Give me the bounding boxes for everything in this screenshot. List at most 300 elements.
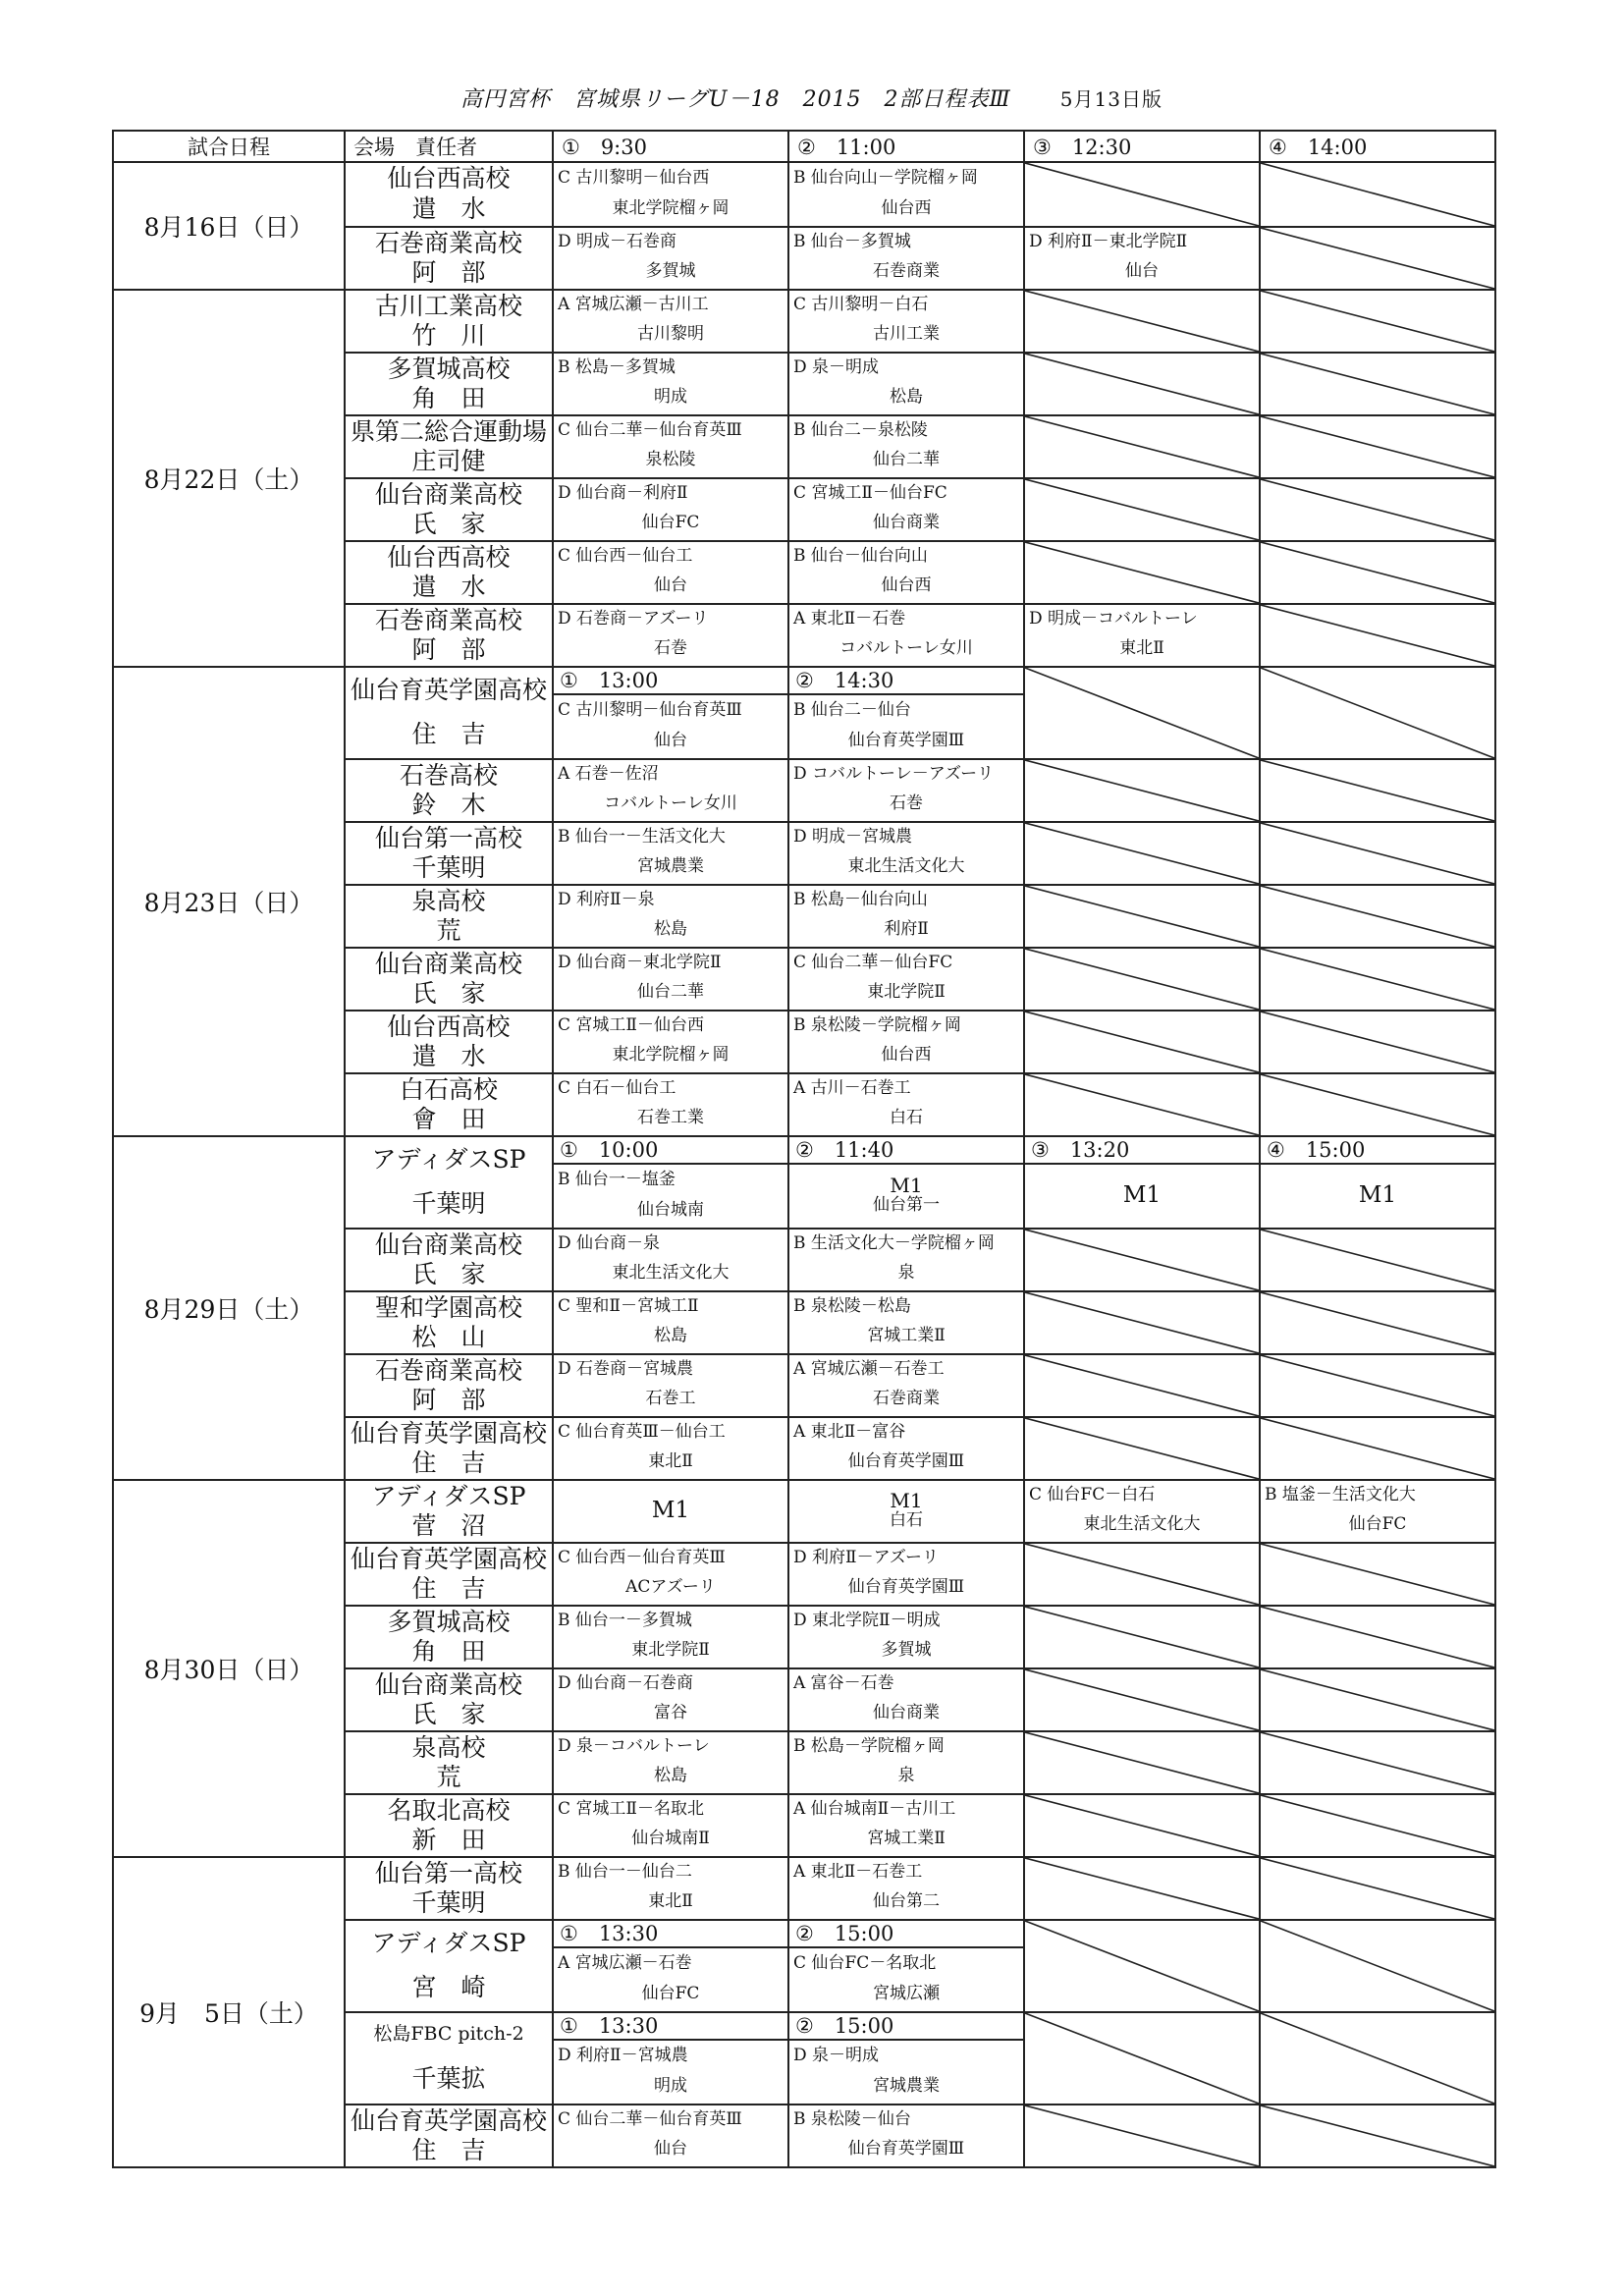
venue-name: 仙台育英学園高校 bbox=[350, 676, 547, 704]
slot-2-cell bbox=[788, 1543, 1024, 1606]
match-body bbox=[789, 1948, 1023, 2009]
slot-4-cell bbox=[1260, 1543, 1495, 1606]
host-team: 泉 bbox=[897, 1766, 915, 1786]
slot-3-cell bbox=[1024, 353, 1260, 415]
venue-name: 仙台西高校 bbox=[387, 164, 511, 192]
match-cell bbox=[554, 291, 787, 350]
match-cell bbox=[789, 1011, 1023, 1070]
venue-cell bbox=[345, 1668, 553, 1731]
venue-block bbox=[346, 1074, 552, 1133]
m1-block bbox=[789, 1165, 1023, 1226]
empty-slot-diagonal bbox=[1025, 2105, 1259, 2166]
empty-slot-diagonal bbox=[1025, 2013, 1259, 2104]
slot-1-cell bbox=[553, 1920, 788, 2012]
host-team: 石巻商業 bbox=[873, 261, 940, 282]
venue-block bbox=[346, 1921, 552, 2009]
venue-name: 聖和学園高校 bbox=[374, 1292, 522, 1322]
match-body bbox=[789, 354, 1023, 412]
kickoff-time: ③ 13:20 bbox=[1025, 1137, 1259, 1165]
match-cell bbox=[789, 291, 1023, 350]
venue-cell bbox=[345, 353, 553, 415]
match-pairing: B 仙台－仙台向山 bbox=[793, 546, 928, 567]
referee-name: 荒 bbox=[436, 915, 483, 945]
m1-block bbox=[789, 1481, 1023, 1540]
venue-cell bbox=[345, 415, 553, 478]
referee-name: 松 山 bbox=[411, 1322, 486, 1351]
slot-4-cell bbox=[1260, 1354, 1495, 1417]
empty-slot-diagonal bbox=[1261, 542, 1494, 603]
match-body bbox=[789, 2041, 1023, 2102]
slot-3-cell bbox=[1024, 227, 1260, 290]
match-body bbox=[554, 1669, 787, 1728]
match-cell bbox=[1025, 605, 1259, 664]
match-pairing: D 仙台商－東北学院Ⅱ bbox=[558, 953, 722, 973]
slot-2-cell bbox=[788, 1668, 1024, 1731]
match-cell bbox=[789, 479, 1023, 538]
match-pairing: A 東北Ⅱ－富谷 bbox=[793, 1422, 906, 1443]
match-cell bbox=[554, 542, 787, 601]
m1-block bbox=[554, 1481, 787, 1540]
venue-block bbox=[346, 823, 552, 882]
empty-slot-diagonal bbox=[1261, 1011, 1494, 1072]
host-team: 松島 bbox=[654, 1326, 687, 1346]
match-body bbox=[554, 1355, 787, 1414]
empty-slot-diagonal bbox=[1261, 1230, 1494, 1290]
match-pairing: D 利府Ⅱ－宮城農 bbox=[558, 2045, 688, 2065]
host-team: 多賀城 bbox=[881, 1640, 932, 1661]
slot-1-cell bbox=[553, 1668, 788, 1731]
empty-slot-diagonal bbox=[1025, 1669, 1259, 1730]
slot-3-cell bbox=[1024, 885, 1260, 948]
slot-4-cell bbox=[1260, 1011, 1495, 1073]
match-pairing: D 石巻商－アズーリ bbox=[558, 609, 709, 629]
empty-slot-diagonal bbox=[1261, 1669, 1494, 1730]
venue-name: 仙台商業高校 bbox=[374, 1669, 522, 1699]
match-pairing: D 泉－明成 bbox=[793, 357, 880, 378]
venue-block bbox=[346, 163, 552, 224]
venue-cell bbox=[345, 1136, 553, 1229]
empty-slot-diagonal bbox=[1025, 1418, 1259, 1479]
host-team: 石巻 bbox=[890, 793, 923, 814]
kickoff-time: ② 14:30 bbox=[789, 668, 1023, 695]
venue-block bbox=[346, 1481, 552, 1540]
match-cell bbox=[554, 1669, 787, 1728]
empty-slot-diagonal bbox=[1025, 823, 1259, 884]
referee-name: 千葉明 bbox=[411, 1189, 486, 1218]
match-body bbox=[1025, 228, 1259, 287]
venue-block bbox=[346, 2013, 552, 2102]
match-pairing: A 東北Ⅱ－石巻工 bbox=[793, 1862, 923, 1883]
match-pairing: B 仙台向山－学院榴ヶ岡 bbox=[793, 167, 978, 188]
schedule-row bbox=[113, 1857, 1495, 1920]
match-cell bbox=[554, 228, 787, 287]
venue-block bbox=[346, 479, 552, 538]
empty-slot-diagonal bbox=[1261, 605, 1494, 666]
empty-slot-diagonal bbox=[1025, 542, 1259, 603]
match-pairing: C 聖和Ⅱ－宮城工Ⅱ bbox=[558, 1296, 699, 1317]
slot-4-cell bbox=[1260, 885, 1495, 948]
referee-name: 阿 部 bbox=[411, 1385, 486, 1414]
match-cell bbox=[789, 1858, 1023, 1917]
slot-4-cell bbox=[1260, 1073, 1495, 1136]
match-cell bbox=[554, 1292, 787, 1351]
referee-name: 鈴 木 bbox=[411, 790, 486, 819]
match-body bbox=[789, 886, 1023, 945]
match-cell bbox=[1025, 1137, 1259, 1226]
host-team: 明成 bbox=[654, 387, 687, 408]
empty-slot-diagonal bbox=[1025, 1732, 1259, 1793]
slot-1-cell bbox=[553, 1354, 788, 1417]
match-body bbox=[789, 1418, 1023, 1477]
slot-1-cell bbox=[553, 1073, 788, 1136]
referee-name: 新 田 bbox=[411, 1825, 486, 1854]
match-pairing: B 泉松陵－学院榴ヶ岡 bbox=[793, 1015, 961, 1036]
slot-2-cell bbox=[788, 1417, 1024, 1480]
header-row bbox=[113, 131, 1495, 162]
header-slot-2: ② 11:00 bbox=[788, 131, 1024, 162]
match-body bbox=[554, 1544, 787, 1603]
match-pairing: C 仙台FC－白石 bbox=[1029, 1485, 1156, 1505]
venue-block bbox=[346, 1544, 552, 1603]
match-pairing: C 仙台二華－仙台育英Ⅲ bbox=[558, 420, 742, 441]
referee-name: 荒 bbox=[436, 1762, 483, 1791]
host-team: 仙台育英学園Ⅲ bbox=[847, 1451, 965, 1472]
venue-cell bbox=[345, 1073, 553, 1136]
empty-slot-diagonal bbox=[1261, 2105, 1494, 2166]
host-team: 松島 bbox=[654, 919, 687, 940]
slot-3-cell bbox=[1024, 162, 1260, 227]
slot-1-cell bbox=[553, 759, 788, 822]
slot-3-cell bbox=[1024, 1011, 1260, 1073]
page-title bbox=[0, 82, 1623, 113]
match-pairing: B 松島－多賀城 bbox=[558, 357, 676, 378]
empty-slot-diagonal bbox=[1025, 1858, 1259, 1919]
slot-4-cell bbox=[1260, 1668, 1495, 1731]
venue-name: 仙台西高校 bbox=[387, 542, 511, 572]
slot-4-cell bbox=[1260, 948, 1495, 1011]
match-pairing: D 明成－宮城農 bbox=[793, 827, 913, 847]
slot-2-cell bbox=[788, 1920, 1024, 2012]
referee-name: 千葉拡 bbox=[411, 2063, 486, 2093]
venue-name: 仙台育英学園高校 bbox=[350, 1418, 547, 1448]
venue-name: 石巻商業高校 bbox=[374, 228, 522, 257]
empty-slot-diagonal bbox=[1025, 1795, 1259, 1856]
empty-slot-diagonal bbox=[1261, 228, 1494, 289]
venue-cell bbox=[345, 1920, 553, 2012]
host-team: 仙台二華 bbox=[637, 982, 704, 1003]
slot-4-cell bbox=[1260, 1857, 1495, 1920]
match-pairing: B 仙台二－仙台 bbox=[793, 699, 911, 720]
match-cell bbox=[789, 1481, 1023, 1540]
match-pairing: C 宮城工Ⅱ－仙台FC bbox=[793, 483, 947, 504]
match-cell bbox=[789, 760, 1023, 819]
empty-slot-diagonal bbox=[1025, 760, 1259, 821]
referee-name: 宮 崎 bbox=[411, 1973, 486, 2001]
venue-name: アディダスSP bbox=[371, 1145, 526, 1174]
host-team: 仙台二華 bbox=[873, 450, 940, 470]
match-cell bbox=[789, 354, 1023, 412]
match-body bbox=[1025, 1481, 1259, 1540]
slot-2-cell bbox=[788, 290, 1024, 353]
match-body bbox=[554, 479, 787, 538]
m1-block bbox=[1025, 1165, 1259, 1226]
match-cell bbox=[1261, 1481, 1494, 1540]
host-team: コバルトーレ女川 bbox=[604, 793, 737, 814]
empty-slot-diagonal bbox=[1261, 1607, 1494, 1667]
match-pairing: B 泉松陵－松島 bbox=[793, 1296, 911, 1317]
slot-3-cell bbox=[1024, 1731, 1260, 1794]
slot-1-cell bbox=[553, 162, 788, 227]
empty-slot-diagonal bbox=[1025, 163, 1259, 226]
slot-2-cell bbox=[788, 1291, 1024, 1354]
host-team: 泉松陵 bbox=[645, 450, 696, 470]
slot-4-cell bbox=[1260, 1606, 1495, 1668]
match-pairing: D 泉－明成 bbox=[793, 2045, 880, 2065]
referee-name: 氏 家 bbox=[411, 978, 486, 1008]
slot-3-cell bbox=[1024, 1606, 1260, 1668]
empty-slot-diagonal bbox=[1261, 1292, 1494, 1353]
referee-name: 住 吉 bbox=[411, 2135, 486, 2164]
match-body bbox=[789, 949, 1023, 1008]
venue-block bbox=[346, 1732, 552, 1791]
venue-cell bbox=[345, 162, 553, 227]
host-team: 松島 bbox=[890, 387, 923, 408]
slot-2-cell bbox=[788, 2012, 1024, 2105]
venue-block bbox=[346, 1292, 552, 1351]
match-body bbox=[789, 760, 1023, 819]
slot-3-cell bbox=[1024, 2012, 1260, 2105]
match-cell bbox=[789, 542, 1023, 601]
slot-1-cell bbox=[553, 1417, 788, 1480]
match-body bbox=[789, 1544, 1023, 1603]
host-team: 仙台FC bbox=[1348, 1514, 1407, 1535]
match-pairing: A 富谷－石巻 bbox=[793, 1673, 894, 1694]
match-body bbox=[554, 1948, 787, 2009]
slot-1-cell bbox=[553, 604, 788, 667]
slot-3-cell bbox=[1024, 759, 1260, 822]
slot-3-cell bbox=[1024, 1136, 1260, 1229]
empty-slot-diagonal bbox=[1261, 1418, 1494, 1479]
match-body bbox=[789, 1355, 1023, 1414]
slot-3-cell bbox=[1024, 1668, 1260, 1731]
slot-3-cell bbox=[1024, 415, 1260, 478]
host-team: 宮城広瀬 bbox=[873, 1983, 940, 2003]
match-cell bbox=[789, 163, 1023, 224]
host-team: ACアズーリ bbox=[625, 1577, 716, 1598]
empty-slot-diagonal bbox=[1025, 479, 1259, 540]
match-body bbox=[554, 1732, 787, 1791]
empty-slot-diagonal bbox=[1261, 354, 1494, 414]
slot-4-cell bbox=[1260, 415, 1495, 478]
empty-slot-diagonal bbox=[1261, 1795, 1494, 1856]
host-team: 仙台育英学園Ⅲ bbox=[847, 1577, 965, 1598]
venue-cell bbox=[345, 478, 553, 541]
slot-3-cell bbox=[1024, 1291, 1260, 1354]
venue-block bbox=[346, 542, 552, 601]
match-body bbox=[554, 163, 787, 224]
match-body bbox=[554, 1607, 787, 1666]
slot-1-cell bbox=[553, 948, 788, 1011]
host-team: 東北生活文化大 bbox=[847, 856, 965, 877]
empty-slot-diagonal bbox=[1261, 163, 1494, 226]
match-cell bbox=[789, 1292, 1023, 1351]
slot-4-cell bbox=[1260, 290, 1495, 353]
slot-4-cell bbox=[1260, 759, 1495, 822]
slot-1-cell bbox=[553, 353, 788, 415]
match-cell bbox=[789, 228, 1023, 287]
match-body bbox=[1261, 1481, 1494, 1540]
host-team: 東北学院榴ヶ岡 bbox=[612, 197, 730, 218]
venue-name: 名取北高校 bbox=[387, 1795, 511, 1825]
empty-slot-diagonal bbox=[1261, 1355, 1494, 1416]
match-pairing: C 宮城工Ⅱ－名取北 bbox=[558, 1799, 704, 1820]
venue-name: 松島FBC pitch-2 bbox=[373, 2022, 524, 2045]
empty-slot-diagonal bbox=[1025, 668, 1259, 758]
match-body bbox=[554, 1011, 787, 1070]
venue-name: 石巻商業高校 bbox=[374, 1355, 522, 1385]
slot-4-cell bbox=[1260, 1794, 1495, 1857]
slot-1-cell bbox=[553, 2012, 788, 2105]
m1-label: M1 bbox=[651, 1498, 690, 1523]
venue-cell bbox=[345, 667, 553, 759]
host-team: 東北学院Ⅱ bbox=[867, 982, 946, 1003]
match-body bbox=[554, 2105, 787, 2164]
slot-1-cell bbox=[553, 1731, 788, 1794]
empty-slot-diagonal bbox=[1025, 1544, 1259, 1605]
venue-cell bbox=[345, 2012, 553, 2105]
venue-block bbox=[346, 1607, 552, 1666]
match-body bbox=[789, 1607, 1023, 1666]
slot-2-cell bbox=[788, 541, 1024, 604]
slot-2-cell bbox=[788, 353, 1024, 415]
match-pairing: D 利府Ⅱ－東北学院Ⅱ bbox=[1029, 232, 1188, 252]
slot-4-cell bbox=[1260, 541, 1495, 604]
match-body bbox=[554, 416, 787, 475]
host-team: 仙台育英学園Ⅲ bbox=[847, 730, 965, 750]
match-body bbox=[789, 2105, 1023, 2164]
match-body bbox=[554, 542, 787, 601]
slot-4-cell bbox=[1260, 1731, 1495, 1794]
match-pairing: C 宮城工Ⅱ－仙台西 bbox=[558, 1015, 704, 1036]
match-pairing: A 古川－石巻工 bbox=[793, 1078, 911, 1099]
referee-name: 竹 川 bbox=[411, 320, 486, 350]
slot-4-cell bbox=[1260, 2105, 1495, 2167]
slot-3-cell bbox=[1024, 2105, 1260, 2167]
referee-name: 庄司健 bbox=[411, 446, 486, 475]
slot-3-cell bbox=[1024, 1920, 1260, 2012]
slot-3-cell bbox=[1024, 822, 1260, 885]
slot-1-cell bbox=[553, 1543, 788, 1606]
match-cell bbox=[789, 1355, 1023, 1414]
match-cell bbox=[554, 1607, 787, 1666]
slot-1-cell bbox=[553, 541, 788, 604]
slot-1-cell bbox=[553, 822, 788, 885]
match-cell bbox=[789, 1921, 1023, 2009]
empty-slot-diagonal bbox=[1261, 760, 1494, 821]
match-body bbox=[789, 1795, 1023, 1854]
venue-cell bbox=[345, 2105, 553, 2167]
slot-4-cell bbox=[1260, 1229, 1495, 1291]
kickoff-time: ① 13:30 bbox=[554, 2013, 787, 2041]
venue-block bbox=[346, 605, 552, 664]
host-team: 東北Ⅱ bbox=[648, 1451, 693, 1472]
match-pairing: B 塩釜－生活文化大 bbox=[1265, 1485, 1416, 1505]
venue-name: 石巻商業高校 bbox=[374, 605, 522, 634]
host-team: 仙台商業 bbox=[873, 513, 940, 533]
match-pairing: D 仙台商－石巻商 bbox=[558, 1673, 694, 1694]
venue-block bbox=[346, 760, 552, 819]
match-cell bbox=[789, 2105, 1023, 2164]
match-cell bbox=[789, 886, 1023, 945]
venue-name: 仙台商業高校 bbox=[374, 1230, 522, 1259]
match-cell bbox=[789, 1230, 1023, 1288]
match-cell bbox=[554, 1355, 787, 1414]
slot-1-cell bbox=[553, 478, 788, 541]
match-body bbox=[554, 605, 787, 664]
slot-1-cell bbox=[553, 1794, 788, 1857]
venue-cell bbox=[345, 948, 553, 1011]
match-cell bbox=[789, 1544, 1023, 1603]
match-body bbox=[554, 1230, 787, 1288]
match-cell bbox=[789, 1732, 1023, 1791]
slot-1-cell bbox=[553, 1011, 788, 1073]
venue-cell bbox=[345, 1291, 553, 1354]
header-slot-4: ④ 14:00 bbox=[1260, 131, 1495, 162]
schedule-row bbox=[113, 162, 1495, 227]
slot-3-cell bbox=[1024, 1543, 1260, 1606]
host-team: 白石 bbox=[890, 1510, 923, 1531]
slot-2-cell bbox=[788, 1073, 1024, 1136]
match-body bbox=[554, 1418, 787, 1477]
venue-block bbox=[346, 1230, 552, 1288]
match-pairing: C 仙台二華－仙台FC bbox=[793, 953, 953, 973]
host-team: 宮城農業 bbox=[637, 856, 704, 877]
match-cell bbox=[554, 1137, 787, 1226]
venue-cell bbox=[345, 1606, 553, 1668]
m1-label: M1 bbox=[890, 1489, 923, 1513]
kickoff-time: ② 11:40 bbox=[789, 1137, 1023, 1165]
slot-2-cell bbox=[788, 162, 1024, 227]
match-pairing: B 仙台一－生活文化大 bbox=[558, 827, 726, 847]
host-team: 多賀城 bbox=[645, 261, 696, 282]
host-team: 仙台 bbox=[654, 2139, 687, 2159]
version-label: 5月13日版 bbox=[1059, 87, 1163, 111]
host-team: 石巻工 bbox=[645, 1389, 696, 1409]
host-team: 仙台城南 bbox=[637, 1199, 704, 1220]
slot-1-cell bbox=[553, 415, 788, 478]
match-date: 8月30日（日） bbox=[113, 1480, 345, 1857]
match-body bbox=[554, 1858, 787, 1917]
kickoff-time: ④ 15:00 bbox=[1261, 1137, 1494, 1165]
referee-name: 氏 家 bbox=[411, 509, 486, 538]
schedule-row bbox=[113, 1480, 1495, 1543]
host-team: 仙台西 bbox=[881, 575, 932, 596]
empty-slot-diagonal bbox=[1025, 354, 1259, 414]
match-cell bbox=[1025, 228, 1259, 287]
venue-name: 石巻高校 bbox=[399, 760, 498, 790]
match-body bbox=[554, 2041, 787, 2102]
match-pairing: D 仙台商－泉 bbox=[558, 1233, 661, 1254]
slot-1-cell bbox=[553, 1857, 788, 1920]
host-team: 古川黎明 bbox=[637, 324, 704, 345]
slot-4-cell bbox=[1260, 822, 1495, 885]
match-body bbox=[789, 1011, 1023, 1070]
match-pairing: A 宮城広瀬－古川工 bbox=[558, 295, 709, 315]
match-pairing: C 古川黎明－仙台西 bbox=[558, 167, 710, 188]
slot-1-cell bbox=[553, 2105, 788, 2167]
host-team: 仙台第二 bbox=[873, 1891, 940, 1912]
empty-slot-diagonal bbox=[1261, 1921, 1494, 2011]
